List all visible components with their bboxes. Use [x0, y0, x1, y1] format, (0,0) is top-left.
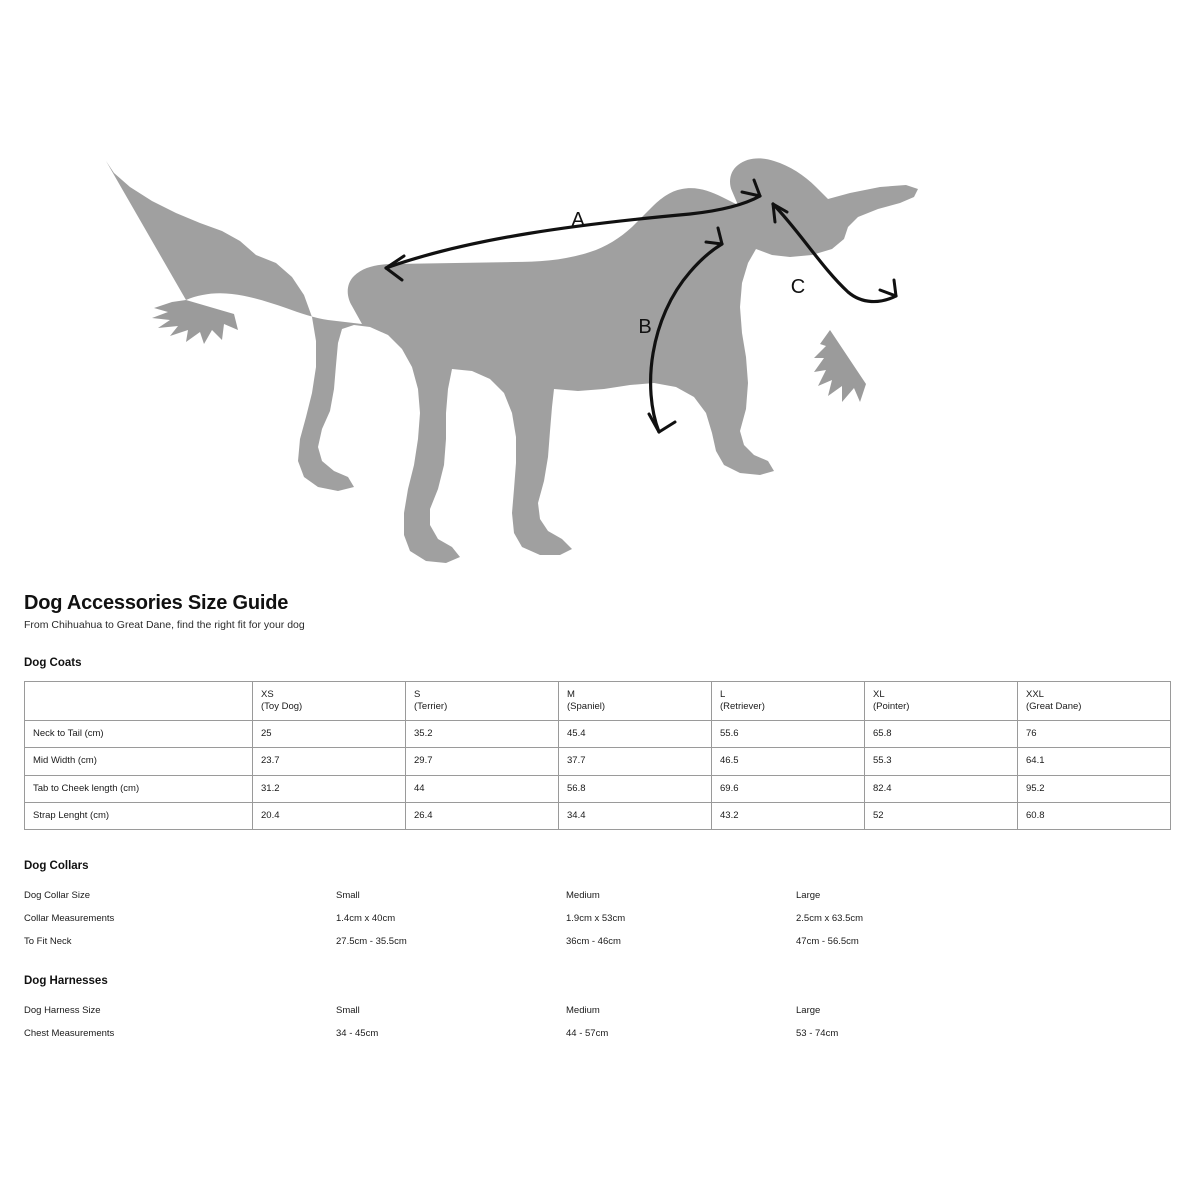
table-cell: 82.4	[865, 775, 1018, 802]
section-heading-harnesses: Dog Harnesses	[24, 974, 108, 987]
table-header-cell-s	[406, 682, 559, 721]
table-cell: 35.2	[406, 721, 559, 748]
measure-label-c: C	[790, 276, 806, 298]
table-cell: 36cm - 46cm	[566, 935, 621, 947]
table-cell: 52	[865, 802, 1018, 829]
dog-harnesses-table	[24, 999, 1170, 1045]
table-cell: 53 - 74cm	[796, 1027, 839, 1039]
dog-coats-table	[24, 681, 1171, 830]
table-header-cell-xxl	[1018, 682, 1171, 721]
table-cell: Large	[796, 1004, 821, 1016]
row-label: Strap Lenght (cm)	[25, 802, 253, 829]
size-guide-content	[24, 592, 1176, 1045]
table-row	[24, 1022, 1170, 1045]
size-breed: (Retriever)	[720, 701, 765, 713]
row-label: Chest Measurements	[24, 1027, 115, 1039]
table-row	[24, 930, 1170, 953]
table-cell: 64.1	[1018, 748, 1171, 775]
table-header-cell-l	[712, 682, 865, 721]
table-cell: 2.5cm x 63.5cm	[796, 912, 864, 924]
table-header-cell-m	[559, 682, 712, 721]
size-code: L	[720, 689, 726, 700]
section-heading-collars: Dog Collars	[24, 859, 89, 872]
table-cell: Medium	[566, 889, 600, 901]
table-cell: 95.2	[1018, 775, 1171, 802]
row-label: Collar Measurements	[24, 912, 115, 924]
size-code: XL	[873, 689, 885, 700]
table-cell: 34.4	[559, 802, 712, 829]
table-row	[25, 775, 1171, 802]
size-code: S	[414, 689, 421, 700]
spacer	[24, 953, 1176, 975]
spacer	[24, 830, 1176, 860]
table-row	[25, 721, 1171, 748]
page-title: Dog Accessories Size Guide	[24, 592, 289, 614]
table-cell: 46.5	[712, 748, 865, 775]
table-header-row	[25, 682, 1171, 721]
table-cell: 25	[253, 721, 406, 748]
row-label: Dog Harness Size	[24, 1004, 101, 1016]
row-label: Neck to Tail (cm)	[25, 721, 253, 748]
table-header-cell-xs	[253, 682, 406, 721]
size-code: M	[567, 689, 575, 700]
table-row	[24, 999, 1170, 1022]
table-row	[25, 748, 1171, 775]
row-label: Mid Width (cm)	[25, 748, 253, 775]
measure-label-a: A	[571, 209, 585, 231]
table-cell: 26.4	[406, 802, 559, 829]
table-cell: 47cm - 56.5cm	[796, 935, 859, 947]
table-cell: 44 - 57cm	[566, 1027, 609, 1039]
table-cell: 34 - 45cm	[336, 1027, 379, 1039]
measure-label-b: B	[638, 316, 652, 338]
table-row	[24, 907, 1170, 930]
table-cell: 56.8	[559, 775, 712, 802]
table-header-cell-blank	[25, 682, 253, 721]
table-row	[24, 884, 1170, 907]
size-code: XS	[261, 689, 274, 700]
table-cell: 69.6	[712, 775, 865, 802]
table-cell: Medium	[566, 1004, 600, 1016]
dog-diagram-svg	[0, 0, 1200, 580]
table-cell: 55.3	[865, 748, 1018, 775]
size-breed: (Toy Dog)	[261, 701, 303, 713]
row-label: To Fit Neck	[24, 935, 72, 947]
table-header-cell-xl	[865, 682, 1018, 721]
table-cell: 20.4	[253, 802, 406, 829]
table-row	[25, 802, 1171, 829]
size-code: XXL	[1026, 689, 1044, 700]
table-cell: Large	[796, 889, 821, 901]
section-heading-coats: Dog Coats	[24, 657, 82, 669]
table-cell: 23.7	[253, 748, 406, 775]
table-cell: Small	[336, 889, 360, 901]
table-cell: 37.7	[559, 748, 712, 775]
size-breed: (Terrier)	[414, 701, 448, 713]
table-cell: 44	[406, 775, 559, 802]
table-cell: Small	[336, 1004, 360, 1016]
page-subtitle: From Chihuahua to Great Dane, find the right fit for your dog	[24, 619, 305, 631]
table-cell: 45.4	[559, 721, 712, 748]
table-cell: 29.7	[406, 748, 559, 775]
row-label: Dog Collar Size	[24, 889, 90, 901]
dog-illustration	[0, 0, 1200, 580]
table-cell: 27.5cm - 35.5cm	[336, 935, 407, 947]
row-label: Tab to Cheek length (cm)	[25, 775, 253, 802]
table-cell: 65.8	[865, 721, 1018, 748]
size-breed: (Great Dane)	[1026, 701, 1082, 713]
table-cell: 1.4cm x 40cm	[336, 912, 396, 924]
table-cell: 76	[1018, 721, 1171, 748]
dog-silhouette	[106, 158, 918, 563]
size-breed: (Pointer)	[873, 701, 910, 713]
table-cell: 43.2	[712, 802, 865, 829]
size-breed: (Spaniel)	[567, 701, 606, 713]
table-cell: 31.2	[253, 775, 406, 802]
table-cell: 55.6	[712, 721, 865, 748]
dog-collars-table	[24, 884, 1170, 953]
table-cell: 60.8	[1018, 802, 1171, 829]
table-cell: 1.9cm x 53cm	[566, 912, 626, 924]
